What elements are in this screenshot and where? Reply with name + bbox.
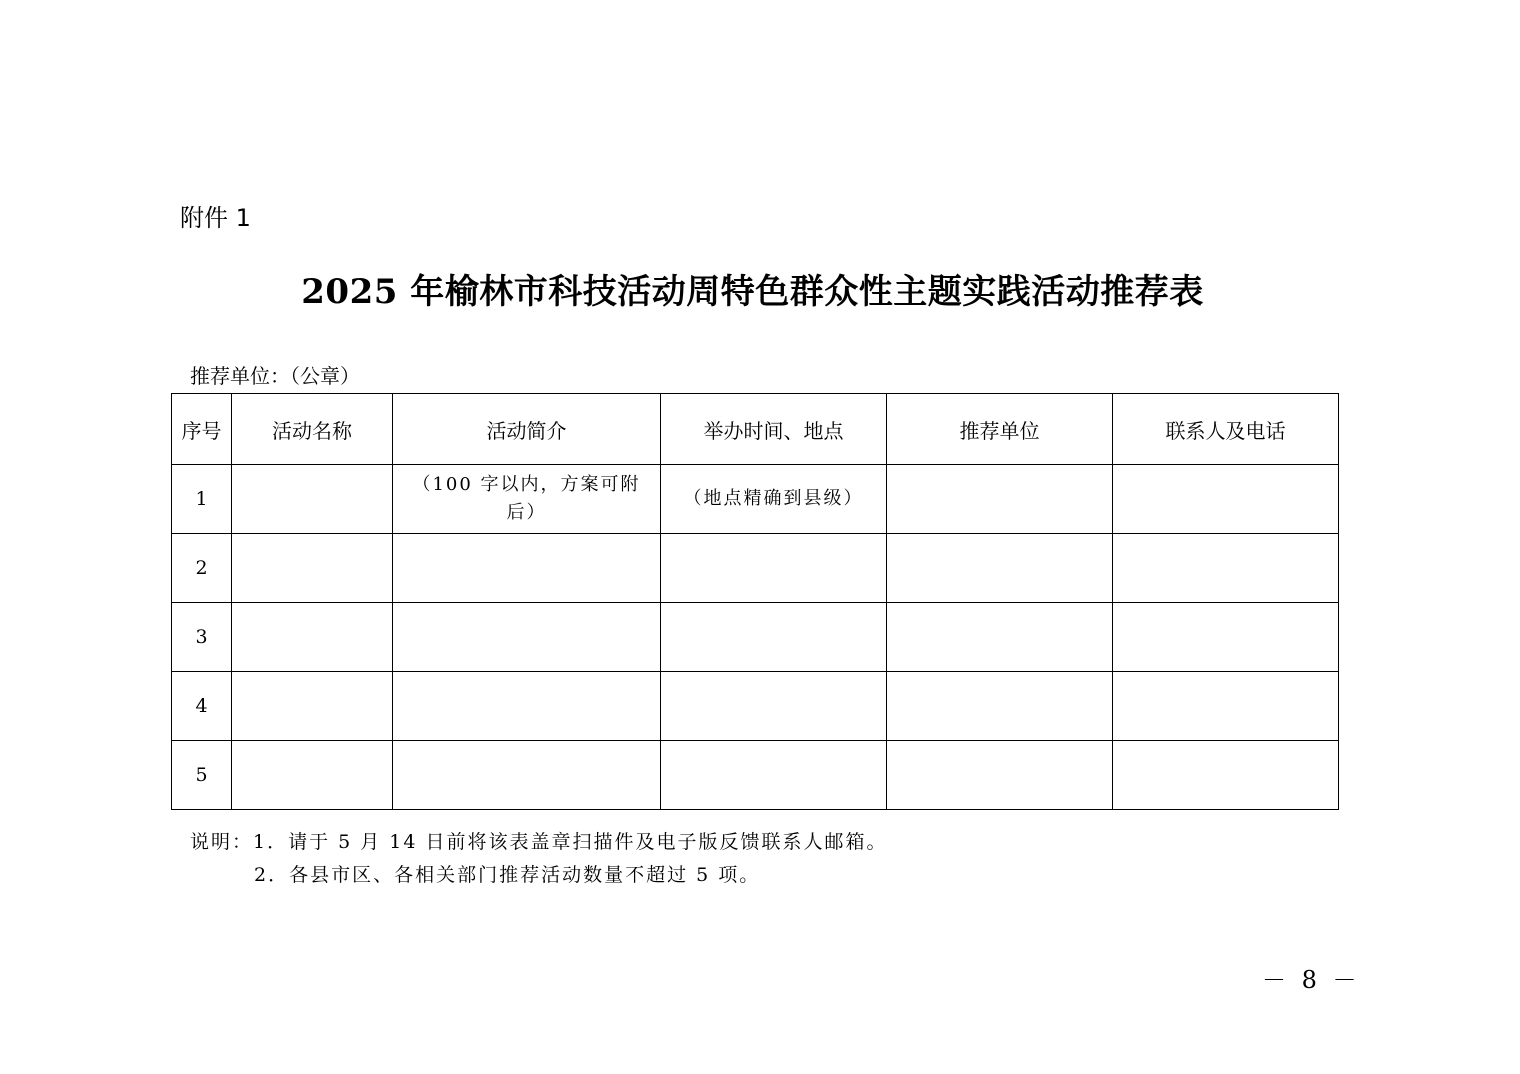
table-row <box>172 603 1339 672</box>
cell-contact <box>1113 741 1339 810</box>
cell-time-place <box>661 741 887 810</box>
header-recommend-unit: 推荐单位 <box>887 394 1113 465</box>
table-header-row <box>172 394 1339 465</box>
recommendation-table <box>171 393 1339 810</box>
cell-index: 5 <box>172 741 232 810</box>
cell-contact <box>1113 534 1339 603</box>
table-row <box>172 741 1339 810</box>
cell-time-place: （地点精确到县级） <box>661 465 887 534</box>
header-activity-intro: 活动简介 <box>393 394 661 465</box>
header-time-place: 举办时间、地点 <box>661 394 887 465</box>
cell-activity-intro <box>393 672 661 741</box>
cell-recommend-unit <box>887 603 1113 672</box>
notes-section <box>190 826 888 892</box>
cell-contact <box>1113 672 1339 741</box>
cell-index: 3 <box>172 603 232 672</box>
cell-time-place <box>661 534 887 603</box>
cell-activity-intro <box>393 603 661 672</box>
header-contact: 联系人及电话 <box>1113 394 1339 465</box>
table-row <box>172 534 1339 603</box>
cell-activity-name <box>232 603 393 672</box>
cell-recommend-unit <box>887 741 1113 810</box>
cell-contact <box>1113 603 1339 672</box>
page-number: － 8 － <box>1262 966 1361 994</box>
cell-index: 2 <box>172 534 232 603</box>
cell-activity-name <box>232 534 393 603</box>
cell-contact <box>1113 465 1339 534</box>
cell-index: 1 <box>172 465 232 534</box>
cell-activity-intro: （100 字以内，方案可附后） <box>393 465 661 534</box>
cell-recommend-unit <box>887 672 1113 741</box>
note-line-1: 说明：1．请于 5 月 14 日前将该表盖章扫描件及电子版反馈联系人邮箱。 <box>190 831 888 853</box>
attachment-label: 附件 1 <box>180 204 251 232</box>
cell-time-place <box>661 672 887 741</box>
cell-recommend-unit <box>887 534 1113 603</box>
recommend-unit-line: 推荐单位：（公章） <box>190 364 360 388</box>
header-activity-name: 活动名称 <box>232 394 393 465</box>
document-title: 2025 年榆林市科技活动周特色群众性主题实践活动推荐表 <box>301 272 1204 312</box>
table-row <box>172 672 1339 741</box>
header-index: 序号 <box>172 394 232 465</box>
cell-activity-name <box>232 672 393 741</box>
cell-activity-intro <box>393 741 661 810</box>
cell-activity-name <box>232 465 393 534</box>
cell-activity-name <box>232 741 393 810</box>
note-line-2: 2．各县市区、各相关部门推荐活动数量不超过 5 项。 <box>254 864 761 886</box>
cell-index: 4 <box>172 672 232 741</box>
table-row <box>172 465 1339 534</box>
cell-time-place <box>661 603 887 672</box>
cell-recommend-unit <box>887 465 1113 534</box>
cell-activity-intro <box>393 534 661 603</box>
